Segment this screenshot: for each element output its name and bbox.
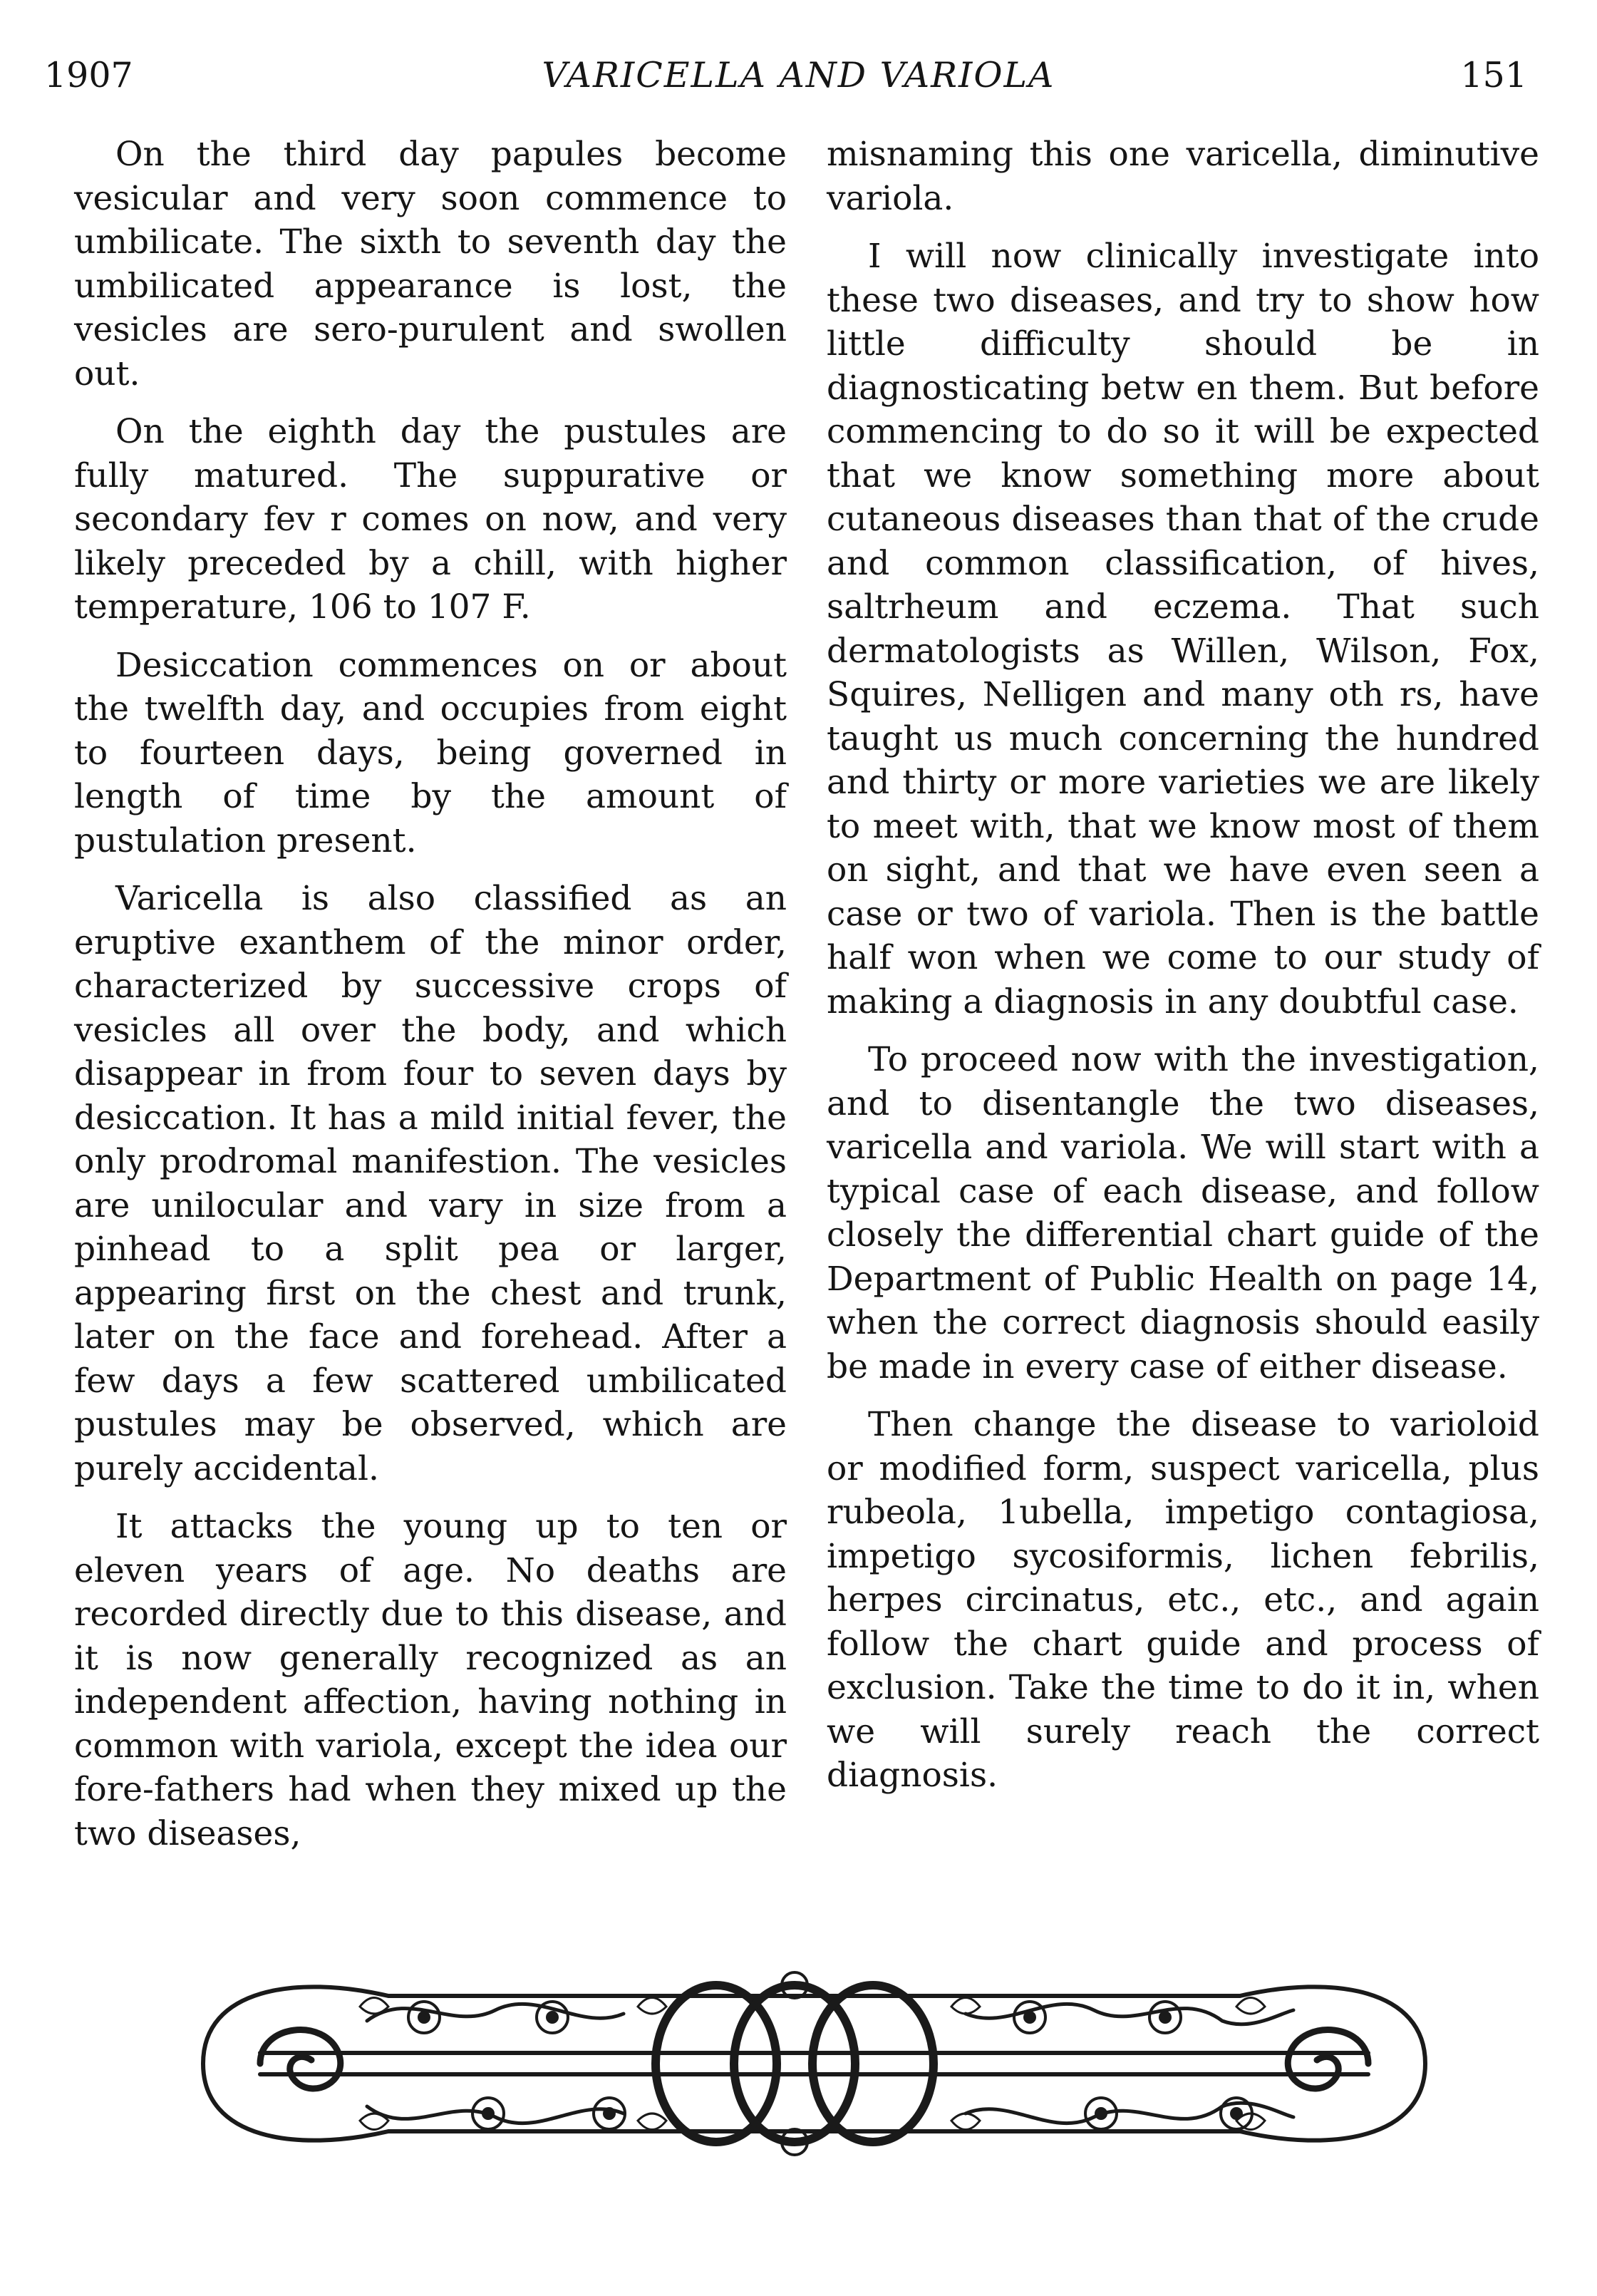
left-column bbox=[74, 133, 787, 1870]
paragraph: To proceed now with the investigation, and to disentangle the two diseases, varicella and variola. We will start with a typical case of each disease, and follow closely the differential chart guide of the Department of Public Health on page 14, when the correct diagnosis should easily be made in every case of either disease. bbox=[827, 1040, 1539, 1386]
page-number: 151 bbox=[1460, 55, 1527, 96]
paragraph: Desiccation commences on or about the twelfth day, and occupies from eight to fourteen days, being governed in length of time by the amount of pustulation present. bbox=[74, 645, 787, 860]
header-year: 1907 bbox=[44, 55, 133, 96]
paragraph: It attacks the young up to ten or eleven years of age. No deaths are recorded directly due to this disease, and it is now generally recognized as an independent affection, having nothing in common with variola, except the idea our fore-fathers had when they mixed up the two diseases, bbox=[74, 1507, 787, 1853]
decorative-tailpiece-ornament bbox=[153, 1946, 1475, 2181]
paragraph: Then change the disease to varioloid or modified form, suspect varicella, plus rubeola, 1ubella, impetigo contagiosa, impetigo sycosiformis, lichen febrilis, herpes circinatus, etc., etc., and again follow the chart guide and process of exclusion. Take the time to do it in, when we will surely reach the correct diagnosis. bbox=[827, 1405, 1539, 1795]
paragraph-continued: misnaming this one varicella, diminutive variola. bbox=[827, 135, 1539, 218]
running-header bbox=[0, 47, 1597, 104]
paragraph: On the eighth day the pustules are fully matured. The suppurative or secondary fev r comes on now, and very likely preceded by a chill, with higher temperature, 106 to 107 F. bbox=[74, 412, 787, 627]
paragraph: On the third day papules become vesicular and very soon commence to umbilicate. The sixth to seventh day the umbilicated appearance is lost, the vesicles are sero-purulent and swollen out. bbox=[74, 135, 787, 393]
right-column bbox=[827, 133, 1539, 1812]
paragraph: Varicella is also classified as an eruptive exanthem of the minor order, characterized by successive crops of vesicles all over the body, and which disappear in from four to seven days by desiccation. It has a mild initial fever, the only prodromal manifestion. The vesicles are unilocular and vary in size from a pinhead to a split pea or larger, appearing first on the chest and trunk, later on the face and forehead. After a few days a few scattered umbilicated pustules may be observed, which are purely accidental. bbox=[74, 879, 787, 1488]
paragraph: I will now clinically investigate into these two diseases, and try to show how little difficulty should be in diagnosticating betw en them. But before commencing to do so it will be expected that we know something more about cutaneous diseases than that of the crude and common classification, of hives, saltrheum and eczema. That such dermatologists as Willen, Wilson, Fox, Squires, Nelligen and many oth rs, have taught us much concerning the hundred and thirty or more varieties we are likely to meet with, that we know most of them on sight, and that we have even seen a case or two of variola. Then is the battle half won when we come to our study of making a diagnosis in any doubtful case. bbox=[827, 237, 1539, 1021]
article-title: VARICELLA AND VARIOLA bbox=[542, 55, 1055, 96]
